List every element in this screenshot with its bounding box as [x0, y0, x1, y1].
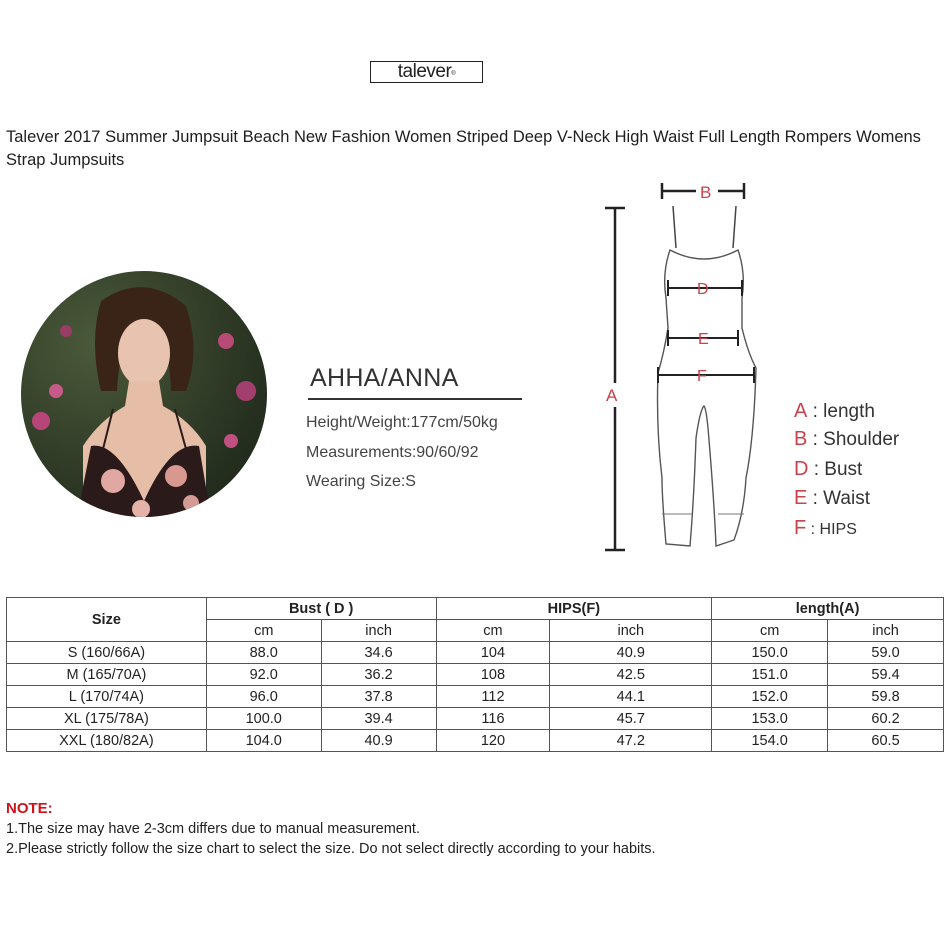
unit-header: inch [321, 620, 436, 642]
table-cell: 44.1 [550, 686, 712, 708]
table-cell: 104 [436, 642, 550, 664]
label-b: B [700, 183, 712, 202]
unit-header: cm [436, 620, 550, 642]
legend-text-b: : Shoulder [807, 429, 900, 450]
brand-logo-text: talever [397, 61, 452, 82]
table-cell: 36.2 [321, 664, 436, 686]
size-chart-table [6, 597, 944, 752]
size-column-header: Size [7, 598, 207, 642]
length-indicator [604, 208, 626, 550]
legend-text-e: : Waist [807, 488, 870, 509]
table-cell: 42.5 [550, 664, 712, 686]
table-cell: 59.4 [828, 664, 944, 686]
label-a: A [606, 386, 618, 405]
table-cell: 37.8 [321, 686, 436, 708]
model-wearing-size: Wearing Size:S [306, 473, 416, 490]
legend-key-e: E [794, 487, 808, 509]
legend-key-f: F [794, 517, 807, 539]
label-f: F [697, 368, 707, 385]
legend-item-shoulder [794, 428, 899, 451]
table-cell: 120 [436, 730, 550, 752]
unit-header: inch [550, 620, 712, 642]
table-cell: 47.2 [550, 730, 712, 752]
table-row [7, 642, 944, 664]
table-cell: M (165/70A) [7, 664, 207, 686]
table-cell: 92.0 [206, 664, 321, 686]
length-group-header: length(A) [712, 598, 944, 620]
table-cell: 39.4 [321, 708, 436, 730]
table-cell: 104.0 [206, 730, 321, 752]
registered-mark: ® [451, 71, 456, 77]
table-cell: 153.0 [712, 708, 828, 730]
table-cell: 40.9 [321, 730, 436, 752]
table-cell: S (160/66A) [7, 642, 207, 664]
table-row [7, 730, 944, 752]
table-cell: 59.0 [828, 642, 944, 664]
model-name: AHHA/ANNA [310, 364, 459, 392]
table-cell: L (170/74A) [7, 686, 207, 708]
legend-text-a: : length [807, 401, 875, 422]
legend-text-d: : Bust [808, 459, 863, 480]
table-cell: 100.0 [206, 708, 321, 730]
table-cell: 88.0 [206, 642, 321, 664]
model-measurements: Measurements:90/60/92 [306, 444, 479, 461]
table-cell: 45.7 [550, 708, 712, 730]
table-cell: 112 [436, 686, 550, 708]
product-title: Talever 2017 Summer Jumpsuit Beach New Fashion Women Striped Deep V-Neck High Waist Full Length Rompers Womens Strap Jumpsuits [6, 128, 921, 169]
table-row [7, 708, 944, 730]
brand-logo [370, 61, 483, 83]
table-cell: 59.8 [828, 686, 944, 708]
label-d: D [697, 281, 709, 298]
note-title: NOTE: [6, 800, 53, 817]
hips-group-header: HIPS(F) [436, 598, 712, 620]
table-cell: 108 [436, 664, 550, 686]
unit-header: cm [206, 620, 321, 642]
table-cell: 152.0 [712, 686, 828, 708]
legend-key-d: D [794, 458, 809, 480]
label-e: E [698, 331, 709, 348]
table-cell: XL (175/78A) [7, 708, 207, 730]
table-cell: 96.0 [206, 686, 321, 708]
legend-key-b: B [794, 428, 808, 450]
table-cell: 60.5 [828, 730, 944, 752]
legend-item-length [794, 400, 875, 423]
table-cell: 34.6 [321, 642, 436, 664]
table-cell: 151.0 [712, 664, 828, 686]
table-row [7, 686, 944, 708]
legend-key-a: A [794, 400, 808, 422]
table-cell: XXL (180/82A) [7, 730, 207, 752]
table-row [7, 664, 944, 686]
legend-item-bust [794, 458, 862, 481]
legend-text-f: : HIPS [806, 521, 857, 538]
table-cell: 154.0 [712, 730, 828, 752]
legend-item-hips [794, 517, 857, 540]
legend-item-waist [794, 487, 870, 510]
table-cell: 150.0 [712, 642, 828, 664]
model-height-weight: Height/Weight:177cm/50kg [306, 414, 498, 431]
table-cell: 116 [436, 708, 550, 730]
unit-header: inch [828, 620, 944, 642]
bust-group-header: Bust ( D ) [206, 598, 436, 620]
jumpsuit-diagram [596, 178, 776, 558]
table-cell: 60.2 [828, 708, 944, 730]
table-cell: 40.9 [550, 642, 712, 664]
unit-header: cm [712, 620, 828, 642]
note-line-2: 2.Please strictly follow the size chart to select the size. Do not select directly according to your habits. [6, 841, 656, 857]
model-name-underline [308, 398, 522, 400]
note-line-1: 1.The size may have 2-3cm differs due to manual measurement. [6, 821, 420, 837]
model-photo [21, 271, 267, 517]
